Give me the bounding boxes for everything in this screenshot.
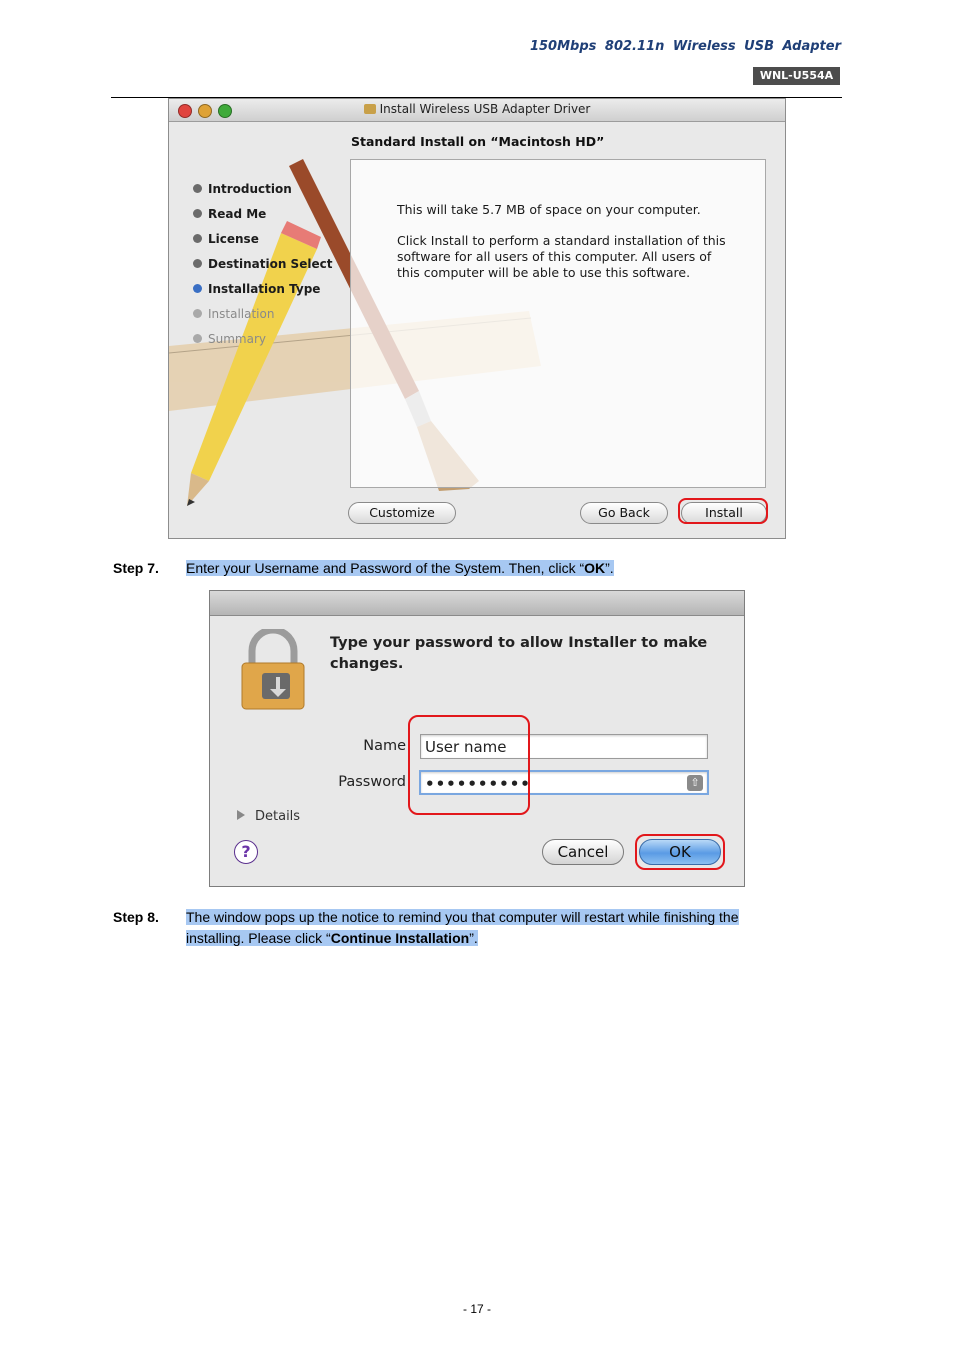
step-8-line-1: The window pops up the notice to remind you that computer will restart while finishing the xyxy=(186,909,739,925)
installer-window-title: Install Wireless USB Adapter Driver xyxy=(169,102,785,116)
authentication-prompt: Type your password to allow Installer to make changes. xyxy=(330,635,708,672)
page-number: - 17 - xyxy=(462,1302,491,1316)
model-badge: WNL-U554A xyxy=(753,67,840,85)
password-value: •••••••••• xyxy=(425,775,531,793)
step-8-text xyxy=(186,907,846,949)
step-bullet-icon xyxy=(193,284,202,293)
caps-lock-icon: ⇧ xyxy=(687,775,703,791)
customize-button[interactable]: Customize xyxy=(348,502,456,524)
name-label: Name xyxy=(363,738,406,754)
name-field[interactable]: User name xyxy=(420,734,708,759)
step-7-highlight: Enter your Username and Password of the System. Then, click “OK”. xyxy=(186,560,614,576)
step-bullet-icon xyxy=(193,259,202,268)
ok-button[interactable]: OK xyxy=(639,839,721,865)
step-7-text xyxy=(186,558,614,579)
install-destination-heading: Standard Install on “Macintosh HD” xyxy=(351,134,605,149)
lock-icon xyxy=(238,629,308,715)
step-bullet-icon xyxy=(193,334,202,343)
install-description-text: Click Install to perform a standard installation of this software for all users of this computer. All users of this computer will be able to use this software. xyxy=(397,233,726,280)
installer-message xyxy=(397,202,727,296)
installer-titlebar xyxy=(169,99,785,122)
authentication-dialog xyxy=(209,590,745,887)
step-bullet-icon xyxy=(193,309,202,318)
details-disclosure[interactable]: Details xyxy=(237,809,300,824)
step-license: License xyxy=(193,231,332,256)
cancel-button[interactable]: Cancel xyxy=(542,839,624,865)
space-required-text: This will take 5.7 MB of space on your computer. xyxy=(397,202,701,217)
ok-highlight-ring xyxy=(635,834,725,870)
step-introduction: Introduction xyxy=(193,181,332,206)
step-8-line-2: installing. Please click “Continue Installation”. xyxy=(186,930,478,946)
installer-content-panel xyxy=(350,159,766,488)
go-back-button[interactable]: Go Back xyxy=(580,502,668,524)
step-7-label: Step 7. xyxy=(113,560,159,576)
step-summary: Summary xyxy=(193,331,332,356)
installer-window xyxy=(168,98,786,539)
help-button[interactable]: ? xyxy=(234,840,258,864)
step-read-me: Read Me xyxy=(193,206,332,231)
step-installation-type: Installation Type xyxy=(193,281,332,306)
step-bullet-icon xyxy=(193,234,202,243)
disclosure-triangle-icon xyxy=(237,810,245,820)
install-button[interactable]: Install xyxy=(681,502,767,524)
step-installation: Installation xyxy=(193,306,332,331)
package-icon xyxy=(364,104,376,114)
document-header-title: 150Mbps 802.11n Wireless USB Adapter xyxy=(529,39,841,54)
credentials-highlight-ring xyxy=(408,715,530,815)
dialog-titlebar xyxy=(210,591,744,616)
installer-steps-list xyxy=(193,181,332,356)
step-destination-select: Destination Select xyxy=(193,256,332,281)
password-label: Password xyxy=(338,774,406,790)
step-8-label: Step 8. xyxy=(113,909,159,925)
step-bullet-icon xyxy=(193,209,202,218)
install-highlight-ring xyxy=(678,498,768,524)
step-bullet-icon xyxy=(193,184,202,193)
